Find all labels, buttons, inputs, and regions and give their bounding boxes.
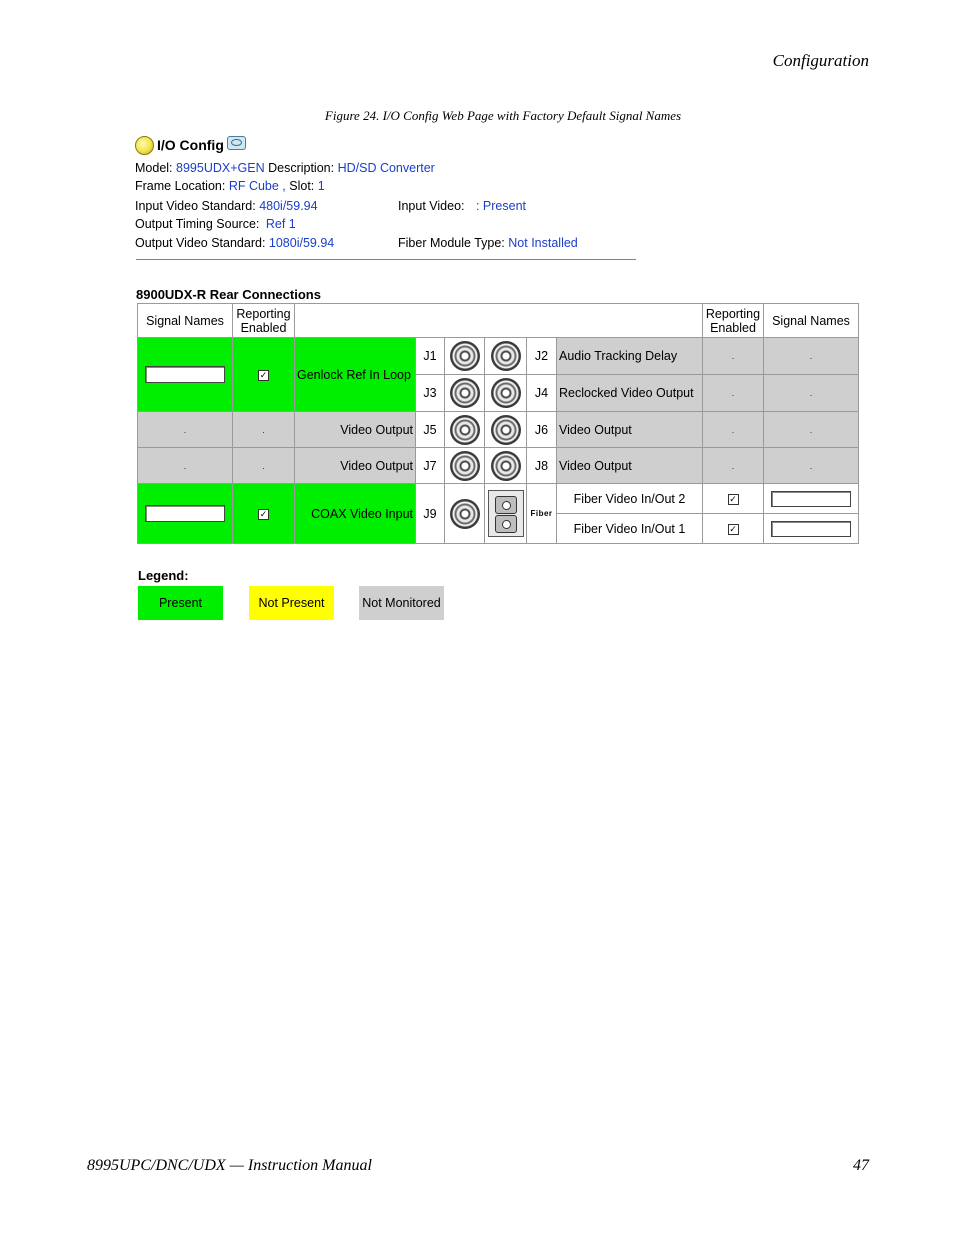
fiber-module-type-label: Fiber Module Type: (398, 236, 505, 250)
j7-signal-name-placeholder: . (138, 448, 233, 484)
input-video-standard-value: 480i/59.94 (259, 199, 318, 213)
description-value: HD/SD Converter (337, 161, 435, 175)
genlock-label: Genlock Ref In Loop (295, 338, 416, 412)
output-video-standard-value: 1080i/59.94 (268, 236, 335, 250)
model-value: 8995UDX+GEN (176, 161, 265, 175)
j9-reporting-checkbox[interactable]: ✓ (259, 508, 268, 519)
j6-connector (485, 412, 527, 448)
fiber-label: Fiber (527, 484, 557, 544)
input-video-label: Input Video: (398, 199, 465, 213)
fiber2-signal-name-cell (764, 484, 859, 514)
bnc-connector-icon (491, 378, 521, 408)
legend-present: Present (138, 586, 223, 620)
header-reporting-label: Reporting (236, 306, 291, 321)
j7-reporting-placeholder: . (233, 448, 295, 484)
rear-connections-title: 8900UDX-R Rear Connections (136, 287, 321, 302)
j2-signal-label: Audio Tracking Delay (557, 338, 703, 375)
j9-reporting-cell (233, 484, 295, 544)
output-timing-source-line (135, 217, 296, 231)
bnc-connector-icon (491, 341, 521, 371)
input-video-standard-label: Input Video Standard: (135, 199, 256, 213)
j8-label: J8 (527, 448, 557, 484)
j8-signal-name-placeholder: . (764, 448, 859, 484)
j2-label: J2 (527, 338, 557, 375)
input-video-line (398, 199, 526, 213)
j5-connector (445, 412, 485, 448)
output-timing-source-label: Output Timing Source: (135, 217, 260, 231)
j4-signal-name-placeholder: . (764, 375, 859, 412)
genlock-reporting-cell (233, 338, 295, 412)
j5-label: J5 (416, 412, 445, 448)
j6-signal-label: Video Output (557, 412, 703, 448)
j9-signal-name-cell (138, 484, 233, 544)
fiber1-signal-name-cell (764, 514, 859, 544)
legend-not-monitored: Not Monitored (359, 586, 444, 620)
legend-not-present: Not Present (249, 586, 334, 620)
table-row (138, 338, 859, 375)
j7-connector (445, 448, 485, 484)
bnc-connector-icon (450, 451, 480, 481)
j6-signal-name-placeholder: . (764, 412, 859, 448)
model-label: Model: (135, 161, 173, 175)
j9-signal-label: COAX Video Input (295, 484, 416, 544)
j1-label: J1 (416, 338, 445, 375)
slot-value: 1 (317, 179, 325, 193)
header-signal-names-left: Signal Names (138, 304, 233, 338)
fiber1-reporting-checkbox[interactable]: ✓ (729, 523, 737, 534)
fiber2-reporting-cell (703, 484, 764, 514)
refresh-icon[interactable] (227, 136, 246, 150)
genlock-signal-name-cell (138, 338, 233, 412)
j9-connector (445, 484, 485, 544)
bnc-connector-icon (491, 451, 521, 481)
genlock-reporting-checkbox[interactable]: ✓ (259, 369, 268, 380)
input-video-value: : Present (475, 199, 527, 213)
header-reporting-enabled-right (703, 304, 764, 338)
j6-label: J6 (527, 412, 557, 448)
frame-location-label: Frame Location: (135, 179, 226, 193)
j4-reporting-placeholder: . (703, 375, 764, 412)
description-label: Description: (268, 161, 335, 175)
j2-reporting-placeholder: . (703, 338, 764, 375)
table-row (138, 448, 859, 484)
j9-label: J9 (416, 484, 445, 544)
header-signal-names-right: Signal Names (764, 304, 859, 338)
legend-title: Legend: (138, 568, 189, 583)
header-enabled-label: Enabled (240, 320, 287, 335)
fiber-module-type-value: Not Installed (508, 236, 578, 250)
output-video-standard-label: Output Video Standard: (135, 236, 266, 250)
header-row (138, 304, 859, 338)
bnc-connector-icon (450, 378, 480, 408)
j5-reporting-placeholder: . (233, 412, 295, 448)
fiber-connector (485, 484, 527, 544)
header-blank (295, 304, 703, 338)
fiber1-signal-name-input[interactable] (771, 521, 851, 537)
j2-connector (485, 338, 527, 375)
j8-connector (485, 448, 527, 484)
j3-label: J3 (416, 375, 445, 412)
input-video-standard-line (135, 199, 318, 213)
output-timing-source-value: Ref 1 (265, 217, 296, 231)
frame-location-value: RF Cube , (228, 179, 286, 193)
bnc-connector-icon (450, 341, 480, 371)
table-row (138, 412, 859, 448)
fiber2-signal-name-input[interactable] (771, 491, 851, 507)
j5-signal-name-placeholder: . (138, 412, 233, 448)
divider (136, 259, 636, 260)
output-video-standard-line (135, 236, 334, 250)
fiber1-signal-label: Fiber Video In/Out 1 (557, 514, 703, 544)
fiber1-reporting-cell (703, 514, 764, 544)
running-header: Configuration (772, 51, 869, 70)
slot-label: Slot: (289, 179, 315, 193)
page-number: 47 (853, 1157, 869, 1174)
j8-reporting-placeholder: . (703, 448, 764, 484)
fiber2-reporting-checkbox[interactable]: ✓ (729, 493, 737, 504)
rear-connections-table (137, 303, 859, 544)
j3-connector (445, 375, 485, 412)
genlock-signal-name-input[interactable] (145, 366, 225, 383)
j8-signal-label: Video Output (557, 448, 703, 484)
table-row (138, 484, 859, 514)
header-reporting-enabled-left (233, 304, 295, 338)
j5-signal-label: Video Output (295, 412, 416, 448)
frame-location-line (135, 179, 325, 193)
status-bulb-icon (135, 136, 154, 155)
j9-signal-name-input[interactable] (145, 505, 225, 522)
header-reporting-label: Reporting (705, 306, 761, 321)
footer-manual-title: 8995UPC/DNC/UDX — Instruction Manual (87, 1157, 372, 1174)
io-config-title-row (135, 134, 246, 156)
j6-reporting-placeholder: . (703, 412, 764, 448)
header-enabled-label: Enabled (710, 320, 756, 335)
j2-signal-name-placeholder: . (764, 338, 859, 375)
fiber-module-type-line (398, 236, 578, 250)
figure-caption: Figure 24. I/O Config Web Page with Factory Default Signal Names (324, 108, 682, 123)
fiber-connector-icon (488, 490, 524, 537)
j1-connector (445, 338, 485, 375)
bnc-connector-icon (491, 415, 521, 445)
j4-connector (485, 375, 527, 412)
bnc-connector-icon (450, 415, 480, 445)
model-line (135, 161, 435, 175)
fiber2-signal-label: Fiber Video In/Out 2 (557, 484, 703, 514)
j4-label: J4 (527, 375, 557, 412)
j4-signal-label: Reclocked Video Output (557, 375, 703, 412)
j7-label: J7 (416, 448, 445, 484)
bnc-connector-icon (450, 499, 480, 529)
j7-signal-label: Video Output (295, 448, 416, 484)
page-title: I/O Config (157, 137, 224, 153)
